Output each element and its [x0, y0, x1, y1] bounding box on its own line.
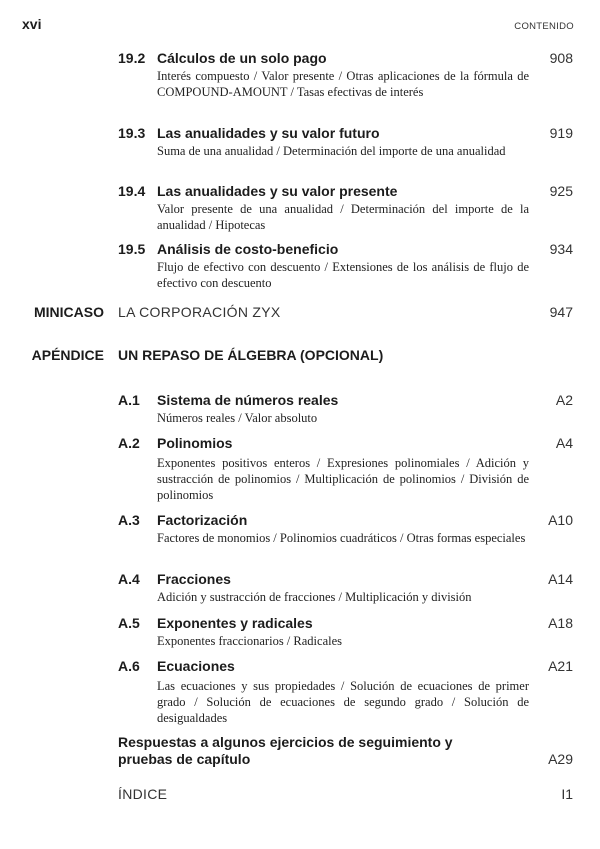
- appendix-label: APÉNDICE: [31, 347, 104, 363]
- section-number: 19.3: [118, 125, 146, 141]
- section-number: 19.4: [118, 183, 146, 199]
- section-number: A.5: [118, 615, 140, 631]
- section-page: A2: [555, 392, 573, 408]
- section-title[interactable]: Ecuaciones: [157, 658, 235, 674]
- minicaso-title[interactable]: LA CORPORACIÓN ZYX: [118, 304, 281, 320]
- section-title[interactable]: Sistema de números reales: [157, 392, 339, 408]
- section-description: Factores de monomios / Polinomios cuadráticos / Otras formas especiales: [157, 531, 526, 545]
- toc-minicaso[interactable]: [0, 304, 600, 322]
- section-description: Interés compuesto / Valor presente / Otras aplicaciones de la fórmula de COMPOUND-AMOUNT / Tasas efectivas de interés: [157, 69, 529, 99]
- section-description: Suma de una anualidad / Determinación del importe de una anualidad: [157, 144, 506, 158]
- section-title[interactable]: Las anualidades y su valor futuro: [157, 125, 380, 141]
- section-page: 925: [549, 183, 573, 199]
- section-title[interactable]: Polinomios: [157, 435, 233, 451]
- section-page: A14: [548, 571, 573, 587]
- section-title[interactable]: Las anualidades y su valor presente: [157, 183, 398, 199]
- toc-section-a1[interactable]: [0, 392, 600, 426]
- section-title[interactable]: Análisis de costo-beneficio: [157, 241, 339, 257]
- section-number: A.6: [118, 658, 140, 674]
- section-title[interactable]: Exponentes y radicales: [157, 615, 313, 631]
- index-title[interactable]: ÍNDICE: [118, 786, 168, 802]
- section-title[interactable]: Fracciones: [157, 571, 231, 587]
- section-page: A10: [548, 512, 573, 528]
- section-number: A.1: [118, 392, 140, 408]
- section-page: A21: [548, 658, 573, 674]
- toc-section-19-2[interactable]: [0, 50, 600, 100]
- toc-appendix[interactable]: [0, 347, 600, 365]
- section-page: 934: [549, 241, 573, 257]
- minicaso-label: MINICASO: [34, 304, 104, 320]
- section-title[interactable]: Cálculos de un solo pago: [157, 50, 327, 66]
- section-page: 908: [549, 50, 573, 66]
- section-description: Flujo de efectivo con descuento / Extensiones de los análisis de flujo de efectivo con descuento: [157, 260, 529, 290]
- toc-index[interactable]: [0, 786, 600, 804]
- toc-section-a3[interactable]: [0, 512, 600, 546]
- toc-answers[interactable]: [0, 734, 600, 768]
- section-number: 19.2: [118, 50, 146, 66]
- section-number: A.3: [118, 512, 140, 528]
- section-page: A18: [548, 615, 573, 631]
- toc-section-a2[interactable]: [0, 435, 600, 503]
- toc-section-a5[interactable]: [0, 615, 600, 649]
- section-description: Exponentes fraccionarios / Radicales: [157, 634, 342, 648]
- index-page: I1: [561, 786, 573, 802]
- minicaso-page: 947: [549, 304, 573, 320]
- toc-section-19-3[interactable]: [0, 125, 600, 159]
- section-description: Las ecuaciones y sus propiedades / Solución de ecuaciones de primer grado / Solución de ecuaciones de segundo grado / Solución de desigualdades: [157, 679, 529, 725]
- answers-page: A29: [548, 751, 573, 767]
- section-number: A.2: [118, 435, 140, 451]
- toc-section-a6[interactable]: [0, 658, 600, 726]
- appendix-title[interactable]: UN REPASO DE ÁLGEBRA (OPCIONAL): [118, 347, 384, 363]
- running-head: CONTENIDO: [514, 21, 574, 32]
- toc-section-a4[interactable]: [0, 571, 600, 605]
- section-description: Números reales / Valor absoluto: [157, 411, 318, 425]
- toc-section-19-5[interactable]: [0, 241, 600, 291]
- section-page: 919: [549, 125, 573, 141]
- toc-section-19-4[interactable]: [0, 183, 600, 233]
- section-description: Exponentes positivos enteros / Expresiones polinomiales / Adición y sustracción de polinomios / Multiplicación de polinomios / División de polinomios: [157, 456, 529, 502]
- page-number: xvi: [22, 16, 42, 32]
- section-number: A.4: [118, 571, 140, 587]
- section-page: A4: [555, 435, 573, 451]
- section-number: 19.5: [118, 241, 146, 257]
- section-description: Adición y sustracción de fracciones / Multiplicación y división: [157, 590, 472, 604]
- section-description: Valor presente de una anualidad / Determinación del importe de la anualidad / Hipotecas: [157, 202, 529, 232]
- answers-title[interactable]: Respuestas a algunos ejercicios de seguimiento y pruebas de capítulo: [118, 734, 453, 767]
- section-title[interactable]: Factorización: [157, 512, 248, 528]
